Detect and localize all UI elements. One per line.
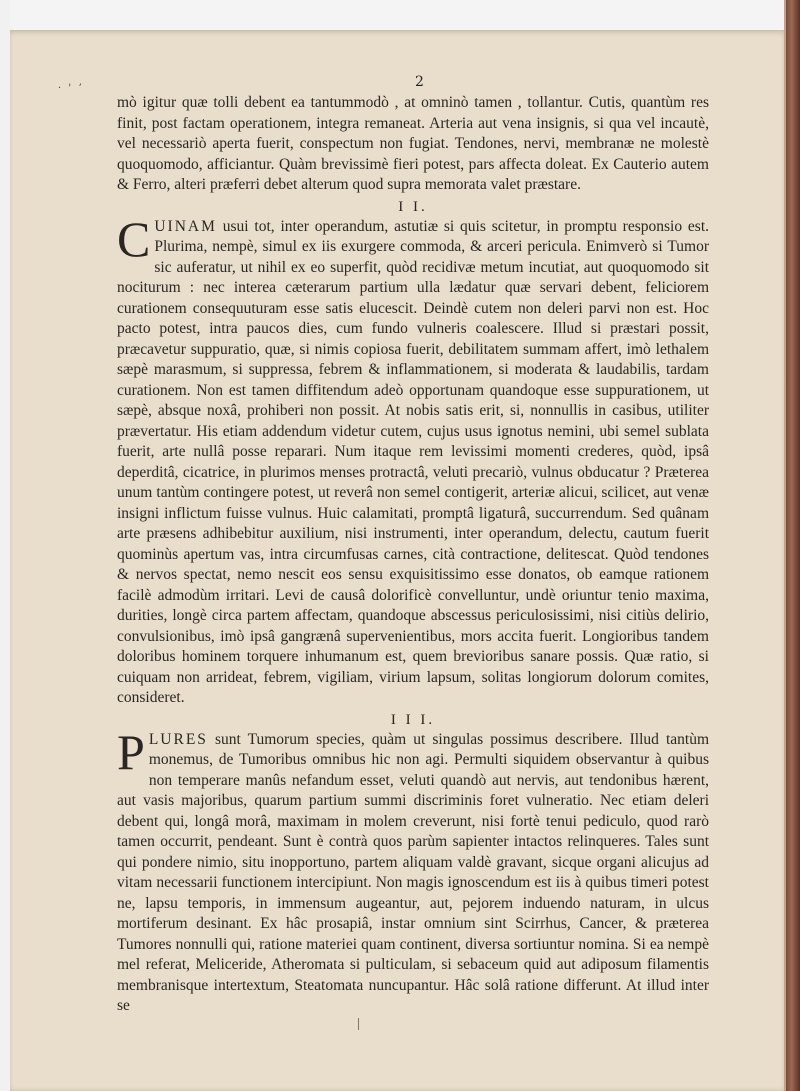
page-top-edge [10, 0, 786, 30]
section-2-lead: UINAM [154, 217, 217, 235]
page-number: 2 [415, 74, 424, 90]
section-2-paragraph [117, 210, 709, 709]
section-3-lead: LURES [148, 730, 208, 748]
section-1-end-paragraph: mò igitur quæ tolli debent ea tantummodò , at omninò tamen , tollantur. Cutis, quantùm res finit, post factam operationem, integra remaneat. Arteria aut vena insignis, si qua vel incautè, vel necessariò aperta fuerit, conspectum non fugiat. Tendones, nervi, membranæ ne molestè quoquomodo, afficiantur. Quàm brevissimè fieri potest, pars affecta doleat. Ex Cauterio autem & Ferro, alteri præferri debet alterum quod supra memorata valet præstare. [117, 94, 709, 193]
bottom-margin-mark [358, 1018, 359, 1030]
book-spine [784, 0, 800, 1091]
section-2-body: usui tot, inter operandum, astutiæ si quis scitetur, in promptu responsio est. Plurima, nempè, simul ex iis exurgere commoda, & arceri pericula. Enimverò si Tumor sic auferatur, ut nihil ex eo superfit, quòd recidivæ metum incutiat, aut quoquomodo sit nociturum : nec interea cæterarum partium ulla lædatur quæ servari debent, feliciorem curationem consequuturam esse satis elucescit. Deindè cutem non deleri parvi non est. Hoc pacto potest, intra paucos dies, cum fundo vulneris coalescere. Illud si præstari possit, præcavetur suppuratio, quæ, si nimis copiosa fuerit, debilitatem summam affert, imò lethalem sæpè marasmum, si suppressa, febrem & inflammationem, si moderata & laudabilis, tardam curationem. Non est tamen diffitendum adeò opportunam quandoque esse suppurationem, ut sæpè, absque noxâ, prohiberi non possit. At nobis satis erit, si, nonnullis in casibus, utiliter prævertatur. His etiam addendum videtur cutem, cujus usus ignotus nemini, ubi semel sublata fuerit, arte nullâ posse reparari. Num itaque rem levissimi momenti crederes, quòd, ipsâ deperditâ, cicatrice, in plurimos menses protractâ, veluti precariò, vulnus obducatur ? Præterea unum tantùm contingere potest, ut reverâ non semel contigerit, arteriæ alicui, scilicet, aut venæ insigni inflictum fuisse vulnus. Huic calamitati, promptâ ligaturâ, succurrendum. Sed quânam arte præsens adhibebitur auxilium, nisi instrumenti, inter operandum, delectu, cautum fuerit quominùs apertum vas, intra circumfusas carnes, cità contractione, delitescat. Quòd tendones & nervos spectat, nemo nescit eos sensu exquisitissimo esse donatos, ob eamque rationem facilè admodùm irritari. Levi de causâ dolorificè convelluntur, undè oriuntur tenio maxima, durities, longè circa partem affectam, quandoque abscessus periculosissimi, nisi citiùs delirio, convulsionibus, imò ipsâ gangrænâ supervenientibus, mors accita fuerit. Longioribus tandem doloribus hominem torquere inhumanum est, quem brevioribus sanare possis. Quæ ratio, si cuiquam non arrideat, febrem, vigiliam, virium lapsum, solitas longiorum dolorum comites, consideret. [117, 217, 709, 706]
section-3-dropcap: P [117, 723, 145, 780]
section-2-heading: I I. [398, 198, 428, 215]
section-3-heading: I I I. [390, 711, 436, 728]
section-3-body: sunt Tumorum species, quàm ut singulas possimus describere. Illud tantùm monemus, de Tumoribus omnibus hic non agi. Permulti siquidem observantur à quibus non temperare manûs nefandum esset, veluti quandò aut nervis, aut tendonibus hærent, aut vasis majoribus, quarum partium summi discriminis foret vulneratio. Nec etiam deleri debent qui, longâ morâ, maximam in molem creverunt, nisi fortè tenui pediculo, quod rarò tamen occurrit, pendeant. Sunt è contrà quos parùm sapienter intactos relinqueres. Tales sunt qui pondere nimio, situ inopportuno, partem aliquam valdè gravant, sicque organi alicujus ad vitam necessarii functionem intercipiunt. Non magis ignoscendum est iis à quibus timeri potest ne, lapsu temporis, in immensum augeantur, aut, pejorem induendo naturam, in ulcus mortiferum desinant. Ex hâc prosapiâ, instar omnium sint Scirrhus, Cancer, & præterea Tumores nonnulli qui, ratione materiei quam continent, diversa sortiuntur nomina. Si ea nempè mel referat, Meliceride, Atheromata si pulticulam, si sebaceum quid aut adiposum filamentis membranisque intertextum, Steatomata nuncupantur. Hâc solâ ratione differunt. At illud inter se [117, 730, 709, 1014]
section-2-dropcap: C [117, 210, 151, 267]
margin-marks: · ' ʼ [58, 83, 84, 94]
section-3-paragraph [117, 723, 709, 1017]
page-text [117, 93, 709, 1017]
